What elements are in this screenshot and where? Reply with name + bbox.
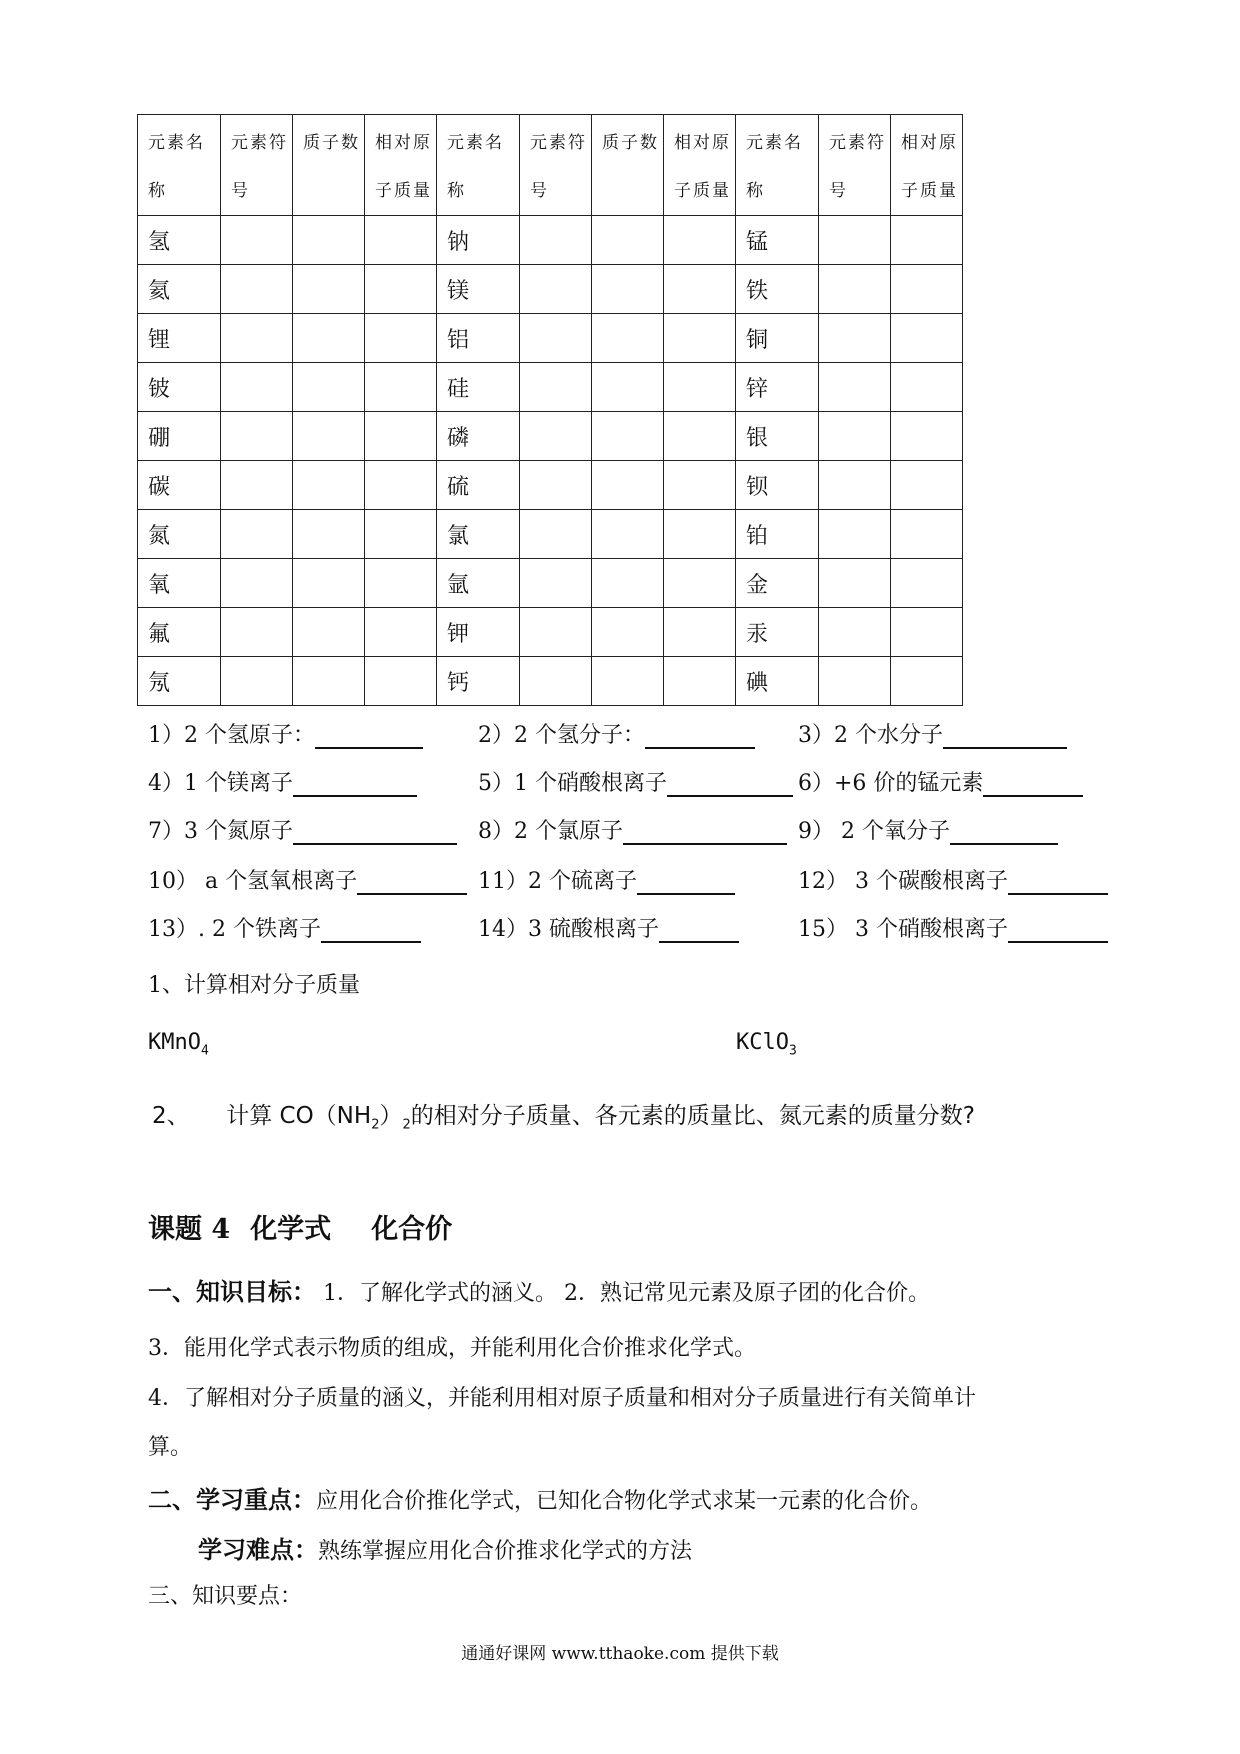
exercise-item: 10） a 个氢氧根离子	[148, 864, 467, 895]
table-cell	[819, 608, 891, 657]
answer-blank[interactable]	[645, 723, 755, 749]
table-cell: 钾	[437, 608, 520, 657]
answer-blank[interactable]	[983, 771, 1083, 797]
table-cell: 硼	[138, 412, 221, 461]
table-cell	[520, 559, 592, 608]
table-cell	[520, 608, 592, 657]
header-cell: 相对原 子质量	[891, 115, 963, 216]
table-cell	[520, 314, 592, 363]
table-cell	[664, 314, 736, 363]
table-cell	[664, 216, 736, 265]
goal-line-4: 4．了解相对分子质量的涵义，并能利用相对原子质量和相对分子质量进行有关简单计	[148, 1386, 976, 1411]
exercise-item: 13）. 2 个铁离子	[148, 912, 421, 943]
table-cell	[664, 412, 736, 461]
table-cell	[592, 608, 664, 657]
key-points: 二、学习重点：应用化合价推化学式，已知化合物化学式求某一元素的化合价。	[148, 1485, 933, 1514]
header-cell: 元素符 号	[221, 115, 293, 216]
table-cell	[891, 216, 963, 265]
header-cell: 元素名 称	[736, 115, 819, 216]
table-cell	[891, 657, 963, 706]
table-cell	[221, 314, 293, 363]
knowledge-points: 三、知识要点：	[148, 1584, 303, 1609]
table-row	[138, 608, 963, 657]
table-cell	[592, 412, 664, 461]
header-cell: 相对原 子质量	[664, 115, 736, 216]
table-cell: 锂	[138, 314, 221, 363]
table-cell	[365, 510, 437, 559]
table-cell	[664, 265, 736, 314]
table-row	[138, 461, 963, 510]
table-cell	[221, 461, 293, 510]
exercise-row	[148, 718, 1108, 748]
table-cell	[664, 657, 736, 706]
table-cell	[520, 657, 592, 706]
difficult-points: 学习难点：熟练掌握应用化合价推求化学式的方法	[198, 1535, 693, 1564]
table-cell	[592, 265, 664, 314]
exercise-item: 12） 3 个碳酸根离子	[798, 864, 1108, 895]
answer-blank[interactable]	[321, 917, 421, 943]
exercise-row	[148, 766, 1108, 796]
table-cell	[365, 412, 437, 461]
table-cell: 氢	[138, 216, 221, 265]
table-row	[138, 510, 963, 559]
exercise-item: 6）+6 价的锰元素	[798, 766, 1083, 797]
table-cell	[891, 265, 963, 314]
goal-line-4-end: 算。	[148, 1435, 193, 1460]
answer-blank[interactable]	[293, 819, 457, 845]
table-cell	[592, 216, 664, 265]
formula-kclo3: KClO$_3$	[736, 1030, 797, 1059]
answer-blank[interactable]	[357, 869, 467, 895]
table-cell: 铁	[736, 265, 819, 314]
header-cell: 质子数	[293, 115, 365, 216]
table-cell	[664, 608, 736, 657]
table-cell	[520, 265, 592, 314]
table-cell	[221, 363, 293, 412]
table-cell: 铝	[437, 314, 520, 363]
table-cell: 银	[736, 412, 819, 461]
element-table	[137, 114, 963, 706]
table-cell: 铍	[138, 363, 221, 412]
table-cell	[819, 265, 891, 314]
exercise-row	[148, 814, 1108, 844]
answer-blank[interactable]	[659, 917, 739, 943]
table-cell	[293, 412, 365, 461]
goal-line-3: 3．能用化学式表示物质的组成，并能利用化合价推求化学式。	[148, 1336, 756, 1361]
table-cell	[891, 559, 963, 608]
table-cell: 金	[736, 559, 819, 608]
table-cell	[891, 510, 963, 559]
table-cell	[293, 216, 365, 265]
table-cell	[592, 363, 664, 412]
table-cell	[891, 412, 963, 461]
table-cell: 碳	[138, 461, 221, 510]
table-row	[138, 216, 963, 265]
table-cell: 氯	[437, 510, 520, 559]
table-cell	[592, 510, 664, 559]
table-cell: 氮	[138, 510, 221, 559]
table-cell	[293, 657, 365, 706]
table-cell: 锌	[736, 363, 819, 412]
table-cell: 锰	[736, 216, 819, 265]
table-cell	[221, 265, 293, 314]
answer-blank[interactable]	[1008, 917, 1108, 943]
exercise-item: 2）2 个氢分子：	[478, 718, 755, 749]
table-cell	[221, 510, 293, 559]
table-cell	[819, 461, 891, 510]
exercise-item: 11）2 个硫离子	[478, 864, 735, 895]
table-cell: 铂	[736, 510, 819, 559]
table-cell: 氖	[138, 657, 221, 706]
calc-title: 1、计算相对分子质量	[148, 973, 360, 998]
table-cell	[221, 216, 293, 265]
table-cell: 碘	[736, 657, 819, 706]
table-cell: 硅	[437, 363, 520, 412]
exercise-item: 14）3 硫酸根离子	[478, 912, 739, 943]
footer: 通通好课网 www.tthaoke.com 提供下载	[461, 1644, 779, 1664]
table-cell: 氟	[138, 608, 221, 657]
table-cell	[293, 363, 365, 412]
table-cell	[365, 657, 437, 706]
table-row	[138, 314, 963, 363]
answer-blank[interactable]	[315, 723, 423, 749]
table-cell: 钡	[736, 461, 819, 510]
table-cell	[520, 216, 592, 265]
exercise-item: 9） 2 个氧分子	[798, 814, 1058, 845]
table-cell: 氦	[138, 265, 221, 314]
exercise-item: 8）2 个氯原子	[478, 814, 787, 845]
header-cell: 元素符 号	[819, 115, 891, 216]
formula-kmno4: KMnO$_4$	[148, 1030, 209, 1059]
header-cell: 元素符 号	[520, 115, 592, 216]
table-cell	[365, 216, 437, 265]
table-cell	[819, 412, 891, 461]
table-cell	[293, 559, 365, 608]
exercise-item: 4）1 个镁离子	[148, 766, 417, 797]
table-cell	[221, 559, 293, 608]
exercise-item: 7）3 个氮原子	[148, 814, 457, 845]
exercise-item: 5）1 个硝酸根离子	[478, 766, 793, 797]
table-cell	[664, 363, 736, 412]
table-cell	[293, 314, 365, 363]
lesson-title: 课题 4 化学式 化合价	[148, 1214, 453, 1245]
table-cell	[891, 608, 963, 657]
table-cell: 汞	[736, 608, 819, 657]
table-cell	[819, 216, 891, 265]
header-cell: 元素名 称	[138, 115, 221, 216]
question-2: 2、 计算 $CO(NH_2)_2$的相对分子质量、各元素的质量比、氮元素的质量分数?	[152, 1103, 975, 1133]
table-cell	[520, 412, 592, 461]
table-row	[138, 363, 963, 412]
table-row	[138, 265, 963, 314]
table-cell	[664, 461, 736, 510]
answer-blank[interactable]	[950, 819, 1058, 845]
table-row	[138, 412, 963, 461]
table-cell: 钠	[437, 216, 520, 265]
exercise-row	[148, 864, 1108, 894]
exercise-item: 3）2 个水分子	[798, 718, 1067, 749]
table-cell: 氧	[138, 559, 221, 608]
table-row	[138, 559, 963, 608]
table-cell	[365, 265, 437, 314]
table-cell: 磷	[437, 412, 520, 461]
table-cell	[664, 510, 736, 559]
table-cell	[520, 461, 592, 510]
table-cell	[365, 461, 437, 510]
table-row	[138, 657, 963, 706]
exercise-row	[148, 912, 1108, 942]
table-cell	[592, 461, 664, 510]
table-cell	[819, 559, 891, 608]
table-cell	[365, 608, 437, 657]
table-cell	[592, 559, 664, 608]
table-cell	[819, 657, 891, 706]
header-cell: 相对原 子质量	[365, 115, 437, 216]
table-cell	[365, 559, 437, 608]
table-cell	[365, 314, 437, 363]
table-cell	[891, 461, 963, 510]
table-cell	[819, 314, 891, 363]
exercise-item: 15） 3 个硝酸根离子	[798, 912, 1108, 943]
knowledge-goals: 一、知识目标： 1．了解化学式的涵义。 2．熟记常见元素及原子团的化合价。	[148, 1277, 930, 1306]
table-cell	[891, 363, 963, 412]
header-cell: 质子数	[592, 115, 664, 216]
table-header-row	[138, 115, 963, 216]
table-cell	[293, 510, 365, 559]
exercise-item: 1）2 个氢原子：	[148, 718, 423, 749]
table-cell	[293, 461, 365, 510]
header-cell: 元素名 称	[437, 115, 520, 216]
table-cell: 硫	[437, 461, 520, 510]
table-cell	[592, 314, 664, 363]
answer-blank[interactable]	[667, 771, 793, 797]
table-cell	[365, 363, 437, 412]
table-cell	[221, 412, 293, 461]
table-cell	[664, 559, 736, 608]
answer-blank[interactable]	[1008, 869, 1108, 895]
table-cell	[520, 510, 592, 559]
answer-blank[interactable]	[623, 819, 787, 845]
answer-blank[interactable]	[943, 723, 1067, 749]
table-cell: 氩	[437, 559, 520, 608]
table-cell	[293, 608, 365, 657]
answer-blank[interactable]	[637, 869, 735, 895]
table-cell	[221, 657, 293, 706]
table-cell	[891, 314, 963, 363]
table-cell	[520, 363, 592, 412]
table-cell	[819, 510, 891, 559]
table-cell	[221, 608, 293, 657]
table-cell	[293, 265, 365, 314]
table-cell	[819, 363, 891, 412]
answer-blank[interactable]	[293, 771, 417, 797]
table-cell: 铜	[736, 314, 819, 363]
table-cell	[592, 657, 664, 706]
table-cell: 钙	[437, 657, 520, 706]
table-cell: 镁	[437, 265, 520, 314]
